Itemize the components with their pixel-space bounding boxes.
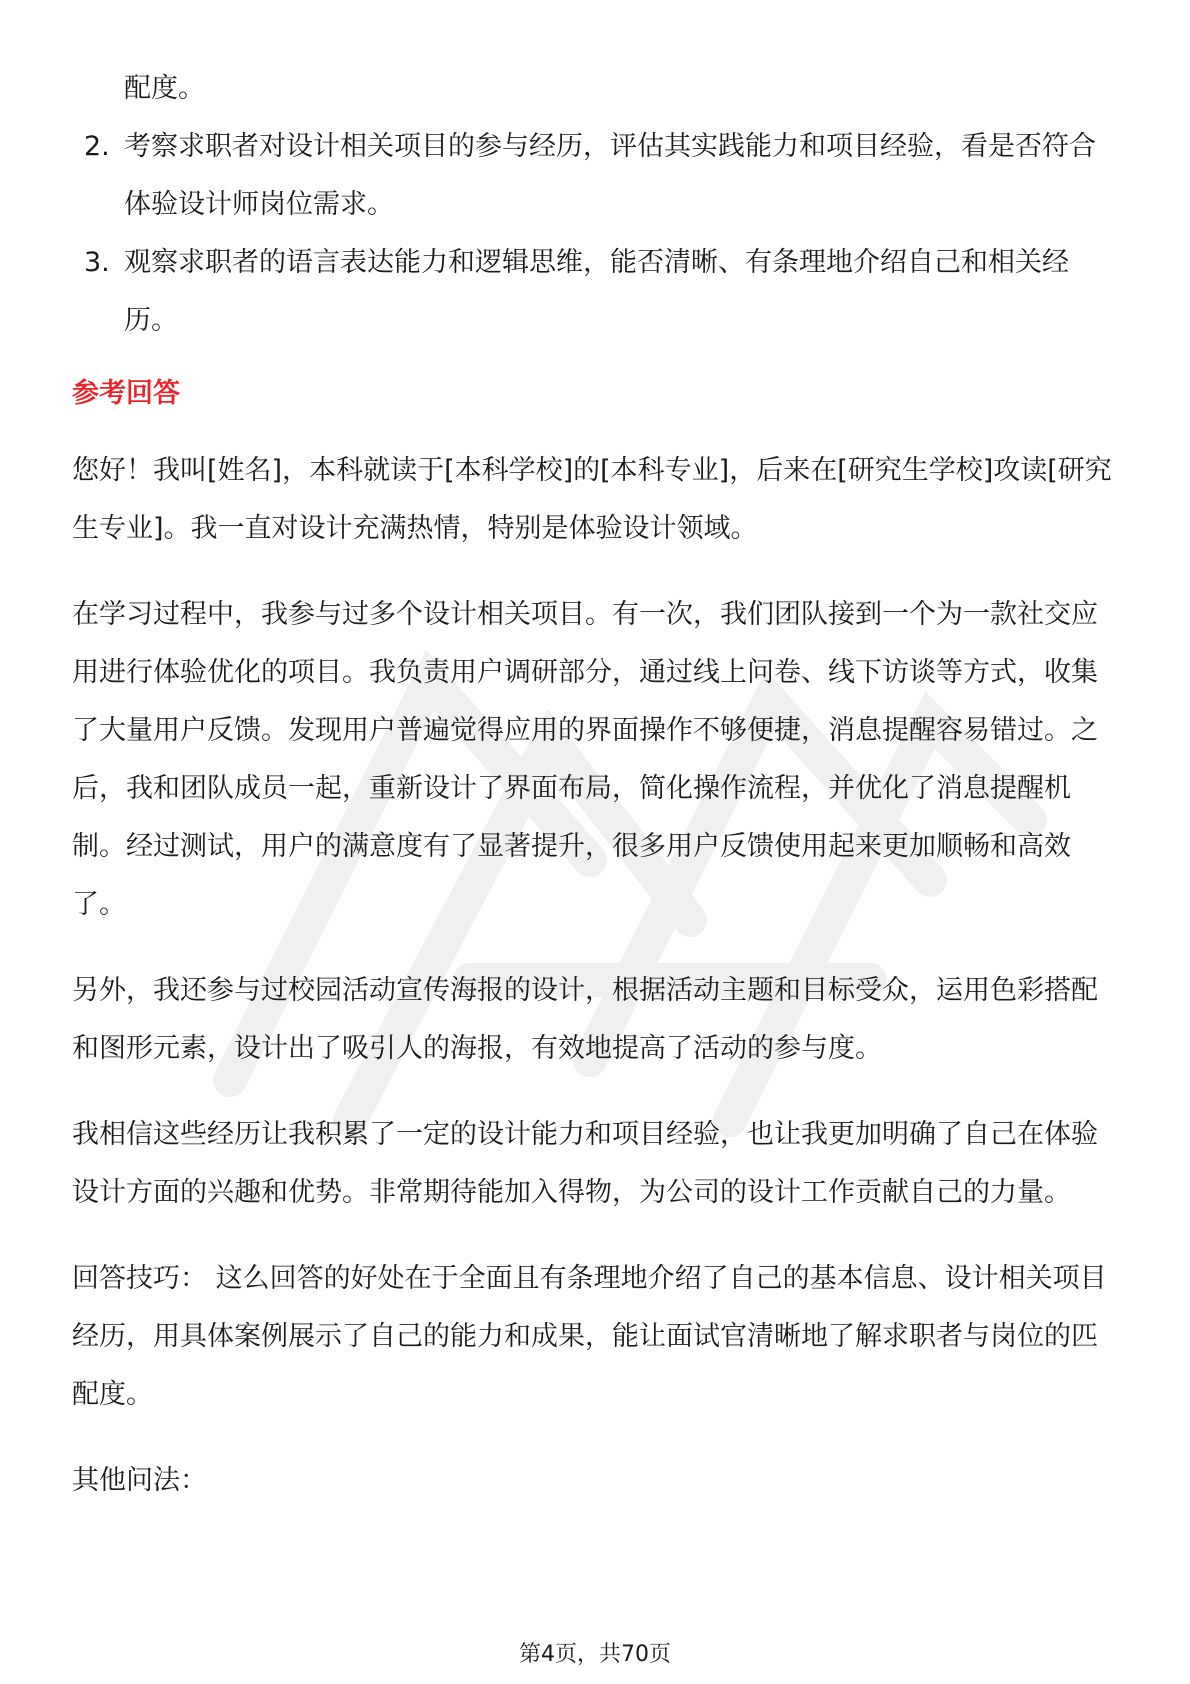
list-item-number: 3. <box>84 247 110 278</box>
criteria-continuation: 配度。 <box>124 73 205 104</box>
answer-paragraph: 另外，我还参与过校园活动宣传海报的设计，根据活动主题和目标受众，运用色彩搭配和图形元素，设计出了吸引人的海报，有效地提高了活动的参与度。 <box>72 975 1098 1064</box>
criteria-list <box>72 118 1122 350</box>
answer-section-title: 参考回答 <box>72 378 180 409</box>
list-item <box>72 118 1122 234</box>
list-item-number: 2. <box>84 131 110 162</box>
page-footer: 第4页，共70页 <box>519 1642 671 1667</box>
answer-paragraph: 您好！我叫[姓名]，本科就读于[本科学校]的[本科专业]，后来在[研究生学校]攻读[研究生专业]。我一直对设计充满热情，特别是体验设计领域。 <box>72 455 1112 544</box>
list-item-text: 观察求职者的语言表达能力和逻辑思维，能否清晰、有条理地介绍自己和相关经历。 <box>124 247 1069 336</box>
answer-paragraph: 在学习过程中，我参与过多个设计相关项目。有一次，我们团队接到一个为一款社交应用进行体验优化的项目。我负责用户调研部分，通过线上问卷、线下访谈等方式，收集了大量用户反馈。发现用户普遍觉得应用的界面操作不够便捷，消息提醒容易错过。之后，我和团队成员一起，重新设计了界面布局，简化操作流程，并优化了消息提醒机制。经过测试，用户的满意度有了显著提升，很多用户反馈使用起来更加顺畅和高效了。 <box>72 599 1098 920</box>
other-questions-label: 其他问法： <box>72 1465 207 1496</box>
list-item-text: 考察求职者对设计相关项目的参与经历，评估其实践能力和项目经验，看是否符合体验设计师岗位需求。 <box>124 131 1096 220</box>
document-content <box>72 60 1122 1538</box>
answer-tips: 回答技巧： 这么回答的好处在于全面且有条理地介绍了自己的基本信息、设计相关项目经历，用具体案例展示了自己的能力和成果，能让面试官清晰地了解求职者与岗位的匹配度。 <box>72 1263 1107 1410</box>
list-item <box>72 234 1122 350</box>
answer-paragraph: 我相信这些经历让我积累了一定的设计能力和项目经验，也让我更加明确了自己在体验设计方面的兴趣和优势。非常期待能加入得物，为公司的设计工作贡献自己的力量。 <box>72 1119 1098 1208</box>
